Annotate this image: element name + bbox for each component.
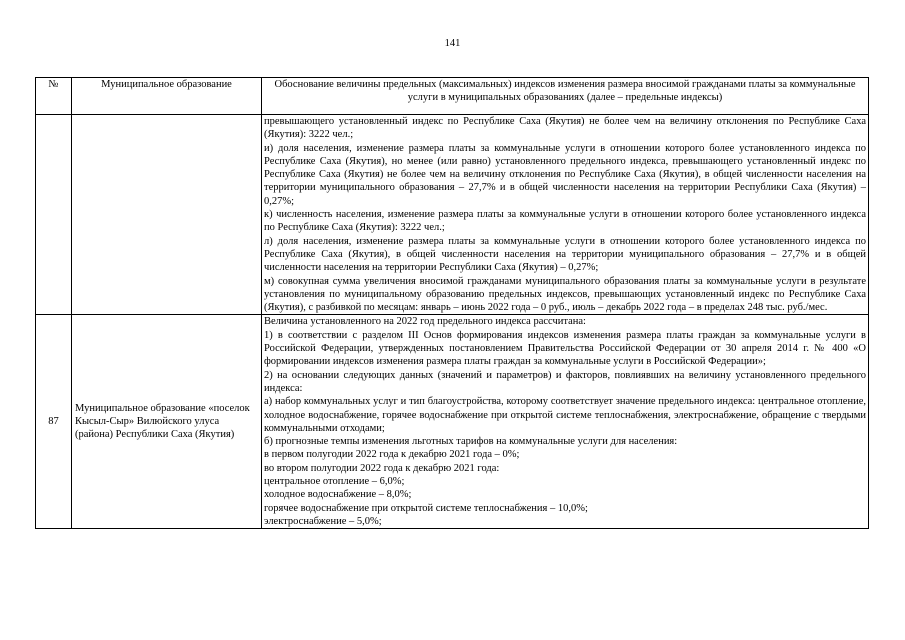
paragraph: и) доля населения, изменение размера платы за коммунальные услуги в отношении которого более установленного индекса по Республике Саха (Якутия), но менее (или равно) установленного предельного индекса, превышающего установленный индекс по Республике Саха (Якутия) не более чем на величину отклонения по Республике Саха (Якутия), в общей численности населения на территории муниципального образования – 27,7% и в общей численности населения на территории Республики Саха (Якутия) – 0,27%; — [264, 142, 866, 207]
municipality-cell: Муниципальное образование «поселок Кысыл-Сыр» Вилюйского улуса (района) Республики Саха (Якутия) — [72, 315, 262, 529]
paragraph: к) численность населения, изменение размера платы за коммунальные услуги в отношении которого более установленного индекса по Республике Саха (Якутия): 3222 чел.; — [264, 209, 866, 234]
paragraph: превышающего установленный индекс по Республике Саха (Якутия) не более чем на величину отклонения по Республике Саха (Якутия): 3222 чел.; — [264, 116, 866, 141]
justification-cell — [262, 315, 869, 529]
justification-cell — [262, 115, 869, 315]
paragraph: в первом полугодии 2022 года к декабрю 2021 года – 0%; — [264, 449, 520, 461]
paragraph: л) доля населения, изменение размера платы за коммунальные услуги в отношении которого более установленного индекса по Республике Саха (Якутия), в общей численности населения на территории муниципального образования – 27,7% и в общей численности населения на территории Республики Саха (Якутия) – 0,27%; — [264, 235, 866, 274]
paragraph: б) прогнозные темпы изменения льготных тарифов на коммунальные услуги для населения: — [264, 436, 678, 448]
paragraph: горячее водоснабжение при открытой системе теплоснабжения – 10,0%; — [264, 502, 588, 514]
row-number-cell: 87 — [36, 315, 72, 529]
table-row-continuation — [36, 115, 869, 315]
paragraph: во втором полугодии 2022 года к декабрю 2021 года: — [264, 462, 500, 474]
header-justification: Обоснование величины предельных (максимальных) индексов изменения размера вносимой гражданами платы за коммунальные услуги в муниципальных образованиях (далее – предельные индексы) — [262, 78, 869, 115]
paragraph: а) набор коммунальных услуг и тип благоустройства, которому соответствует значение предельного индекса: центральное отопление, холодное водоснабжение, горячее водоснабжение при открытой системе теплоснабжения, электроснабжение, обращение с твердыми коммунальными отходами; — [264, 396, 866, 434]
paragraph: м) совокупная сумма увеличения вносимой гражданами муниципального образования платы за коммунальные услуги в результате установления по муниципальному образованию предельных индексов, превышающих установленный индекс по Республике Саха (Якутия), с разбивкой по месяцам: январь – июнь 2022 года – 0 руб., июль – декабрь 2022 года – в пределах 248 тыс. руб./мес. — [264, 275, 866, 314]
paragraph: холодное водоснабжение – 8,0%; — [264, 489, 412, 501]
header-municipality: Муниципальное образование — [72, 78, 262, 115]
municipality-cell — [72, 115, 262, 315]
page-number: 141 — [444, 38, 461, 49]
justification-table — [35, 77, 869, 529]
paragraph: электроснабжение – 5,0%; — [264, 515, 382, 527]
paragraph: 2) на основании следующих данных (значений и параметров) и факторов, повлиявших на величину установленного предельного индекса: — [264, 369, 866, 394]
paragraph: 1) в соответствии с разделом III Основ формирования индексов изменения размера платы граждан за коммунальные услуги в Российской Федерации, утвержденных постановлением Правительства Российской Федерации от 30 апреля 2014 г. № 400 «О формировании индексов изменения размера платы граждан за коммунальные услуги в Российской Федерации»; — [264, 329, 866, 368]
table-header-row — [36, 78, 869, 115]
header-number: № — [36, 78, 72, 115]
paragraph: центральное отопление – 6,0%; — [264, 476, 405, 488]
table-row-87 — [36, 315, 869, 529]
paragraph: Величина установленного на 2022 год предельного индекса рассчитана: — [264, 316, 586, 328]
row-number-cell — [36, 115, 72, 315]
